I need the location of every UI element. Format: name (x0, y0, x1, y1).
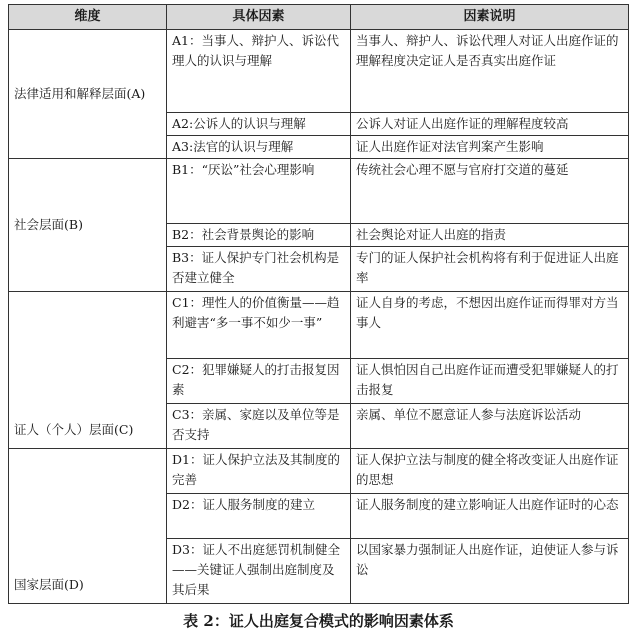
factor-cell: C2：犯罪嫌疑人的打击报复因素 (167, 359, 351, 404)
table-row (9, 292, 629, 359)
explanation-cell: 证人保护立法与制度的健全将改变证人出庭作证的思想 (351, 449, 629, 494)
factor-cell: A2:公诉人的认识与理解 (167, 113, 351, 136)
dimension-cell-d (9, 449, 167, 604)
table-row (9, 449, 629, 494)
header-factor: 具体因素 (167, 5, 351, 30)
factor-cell: D1：证人保护立法及其制度的完善 (167, 449, 351, 494)
explanation-cell: 证人服务制度的建立影响证人出庭作证时的心态 (351, 494, 629, 539)
dimension-label: 法律适用和解释层面(A) (14, 86, 146, 101)
table-header-row (9, 5, 629, 30)
header-dimension: 维度 (9, 5, 167, 30)
table-row (9, 30, 629, 113)
dimension-cell-c (9, 292, 167, 449)
explanation-cell: 传统社会心理不愿与官府打交道的蔓延 (351, 159, 629, 224)
influence-factor-table (8, 4, 629, 604)
explanation-cell: 社会舆论对证人出庭的指责 (351, 224, 629, 247)
factor-table-wrapper (8, 4, 628, 604)
explanation-cell: 公诉人对证人出庭作证的理解程度较高 (351, 113, 629, 136)
explanation-cell: 证人出庭作证对法官判案产生影响 (351, 136, 629, 159)
header-explanation: 因素说明 (351, 5, 629, 30)
dimension-cell-a (9, 30, 167, 159)
explanation-cell: 当事人、辩护人、诉讼代理人对证人出庭作证的理解程度决定证人是否真实出庭作证 (351, 30, 629, 113)
factor-cell: C1：理性人的价值衡量——趋利避害“多一事不如少一事” (167, 292, 351, 359)
factor-cell: B1：“厌讼”社会心理影响 (167, 159, 351, 224)
dimension-label: 社会层面(B) (14, 217, 83, 232)
factor-cell: C3：亲属、家庭以及单位等是否支持 (167, 404, 351, 449)
table-caption: 表 2：证人出庭复合模式的影响因素体系 (183, 612, 454, 630)
dimension-label: 证人（个人）层面(C) (14, 422, 134, 437)
factor-cell: A1：当事人、辩护人、诉讼代理人的认识与理解 (167, 30, 351, 113)
explanation-cell: 亲属、单位不愿意证人参与法庭诉讼活动 (351, 404, 629, 449)
factor-cell: B2：社会背景舆论的影响 (167, 224, 351, 247)
table-row (9, 159, 629, 224)
explanation-cell: 以国家暴力强制证人出庭作证，迫使证人参与诉讼 (351, 539, 629, 604)
explanation-cell: 专门的证人保护社会机构将有利于促进证人出庭率 (351, 247, 629, 292)
factor-cell: D3：证人不出庭惩罚机制健全——关键证人强制出庭制度及其后果 (167, 539, 351, 604)
dimension-label: 国家层面(D) (14, 577, 84, 592)
explanation-cell: 证人惧怕因自己出庭作证而遭受犯罪嫌疑人的打击报复 (351, 359, 629, 404)
explanation-cell: 证人自身的考虑，不想因出庭作证而得罪对方当事人 (351, 292, 629, 359)
dimension-cell-b (9, 159, 167, 292)
factor-cell: B3：证人保护专门社会机构是否建立健全 (167, 247, 351, 292)
factor-cell: D2：证人服务制度的建立 (167, 494, 351, 539)
factor-cell: A3:法官的认识与理解 (167, 136, 351, 159)
